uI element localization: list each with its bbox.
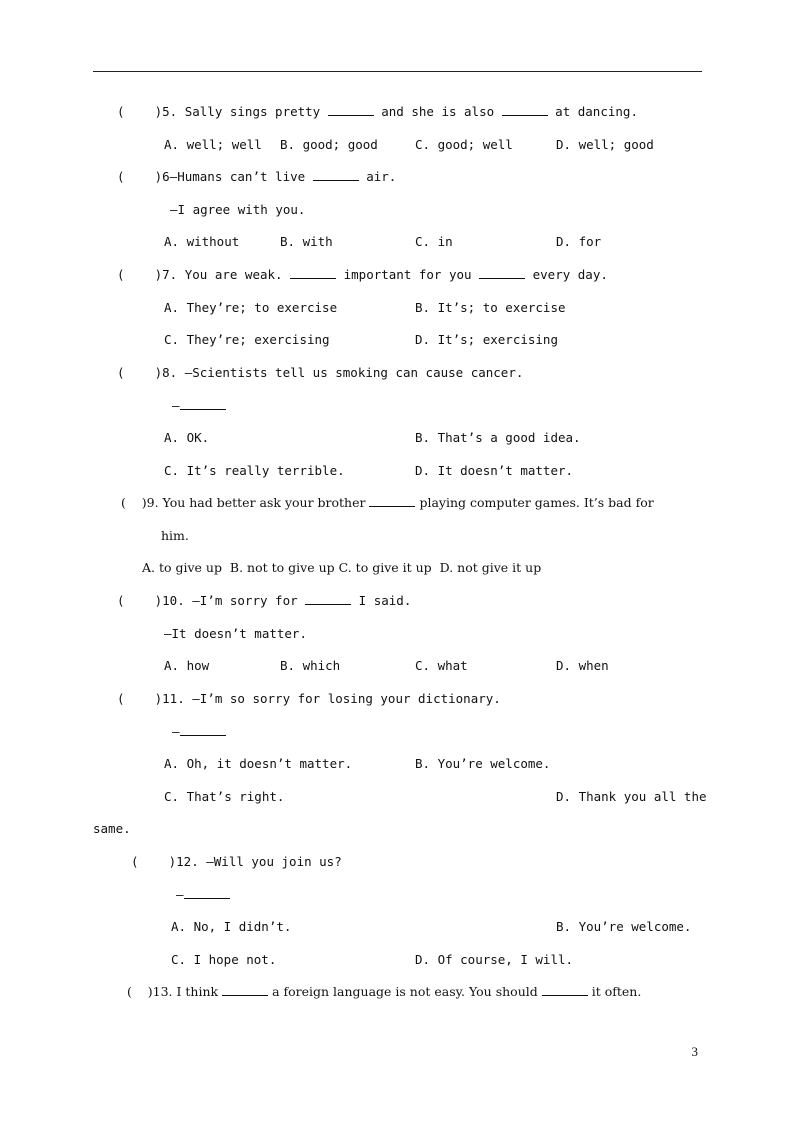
- question-7: [117, 267, 608, 283]
- question-8: ( )8. —Scientists tell us smoking can cause cancer.: [117, 365, 524, 380]
- q6-option-d: D. for: [556, 234, 602, 249]
- q13-stem-2: a foreign language is not easy. You should: [268, 984, 542, 999]
- q12-option-c: C. I hope not.: [171, 952, 277, 967]
- q6-reply: —I agree with you.: [170, 202, 306, 217]
- q11-reply: [172, 724, 226, 740]
- question-12: ( )12. —Will you join us?: [131, 854, 342, 869]
- q10-stem: ( )10. —I’m sorry for: [117, 593, 306, 608]
- q12-dash: —: [176, 887, 184, 902]
- q8-blank[interactable]: [180, 399, 226, 410]
- question-13: [127, 984, 641, 1000]
- q6-blank[interactable]: [313, 170, 359, 181]
- page-number: 3: [691, 1044, 698, 1059]
- q9-stem-2: playing computer games. It’s bad for: [415, 495, 654, 510]
- question-5: [117, 104, 638, 120]
- q5-option-b: B. good; good: [280, 137, 378, 152]
- q13-stem: ( )13. I think: [127, 984, 223, 999]
- question-6: [117, 169, 396, 185]
- q5-blank-1[interactable]: [328, 105, 374, 116]
- q11-option-d-continued: same.: [93, 821, 131, 836]
- q7-option-c: C. They’re; exercising: [164, 332, 330, 347]
- q7-stem-2: important for you: [336, 267, 480, 282]
- q8-reply: [172, 398, 226, 414]
- q5-blank-2[interactable]: [502, 105, 548, 116]
- q13-stem-3: it often.: [587, 984, 642, 999]
- q9-blank[interactable]: [369, 496, 415, 507]
- q5-option-a: A. well; well: [164, 137, 262, 152]
- q9-stem-continued: him.: [161, 528, 189, 543]
- q11-blank[interactable]: [180, 725, 226, 736]
- q7-blank-2[interactable]: [479, 268, 525, 279]
- q8-option-a: A. OK.: [164, 430, 210, 445]
- question-10: [117, 593, 411, 609]
- q9-stem: ( )9. You had better ask your brother: [121, 495, 370, 510]
- q12-option-d: D. Of course, I will.: [415, 952, 574, 967]
- question-11: ( )11. —I’m so sorry for losing your dictionary.: [117, 691, 501, 706]
- q10-option-a: A. how: [164, 658, 210, 673]
- q11-option-c: C. That’s right.: [164, 789, 285, 804]
- q9-options: A. to give up B. not to give up C. to give it up D. not give it up: [142, 560, 542, 575]
- q8-option-b: B. That’s a good idea.: [415, 430, 581, 445]
- q11-option-a: A. Oh, it doesn’t matter.: [164, 756, 353, 771]
- q10-option-c: C. what: [415, 658, 468, 673]
- q6-option-c: C. in: [415, 234, 453, 249]
- q6-stem-2: air.: [358, 169, 397, 184]
- q7-option-d: D. It’s; exercising: [415, 332, 558, 347]
- q12-blank[interactable]: [184, 888, 230, 899]
- q5-option-d: D. well; good: [556, 137, 654, 152]
- q5-stem-3: at dancing.: [547, 104, 638, 119]
- q10-stem-2: I said.: [351, 593, 412, 608]
- q8-option-c: C. It’s really terrible.: [164, 463, 345, 478]
- q5-option-c: C. good; well: [415, 137, 513, 152]
- q11-option-b: B. You’re welcome.: [415, 756, 551, 771]
- q6-option-a: A. without: [164, 234, 240, 249]
- q7-stem-3: every day.: [525, 267, 608, 282]
- q13-blank-1[interactable]: [222, 985, 268, 996]
- q12-reply: [176, 887, 230, 903]
- q10-blank[interactable]: [305, 594, 351, 605]
- q13-blank-2[interactable]: [542, 985, 588, 996]
- q6-option-b: B. with: [280, 234, 333, 249]
- q5-stem: ( )5. Sally sings pretty: [117, 104, 328, 119]
- q12-option-b: B. You’re welcome.: [556, 919, 692, 934]
- q8-option-d: D. It doesn’t matter.: [415, 463, 574, 478]
- q11-dash: —: [172, 724, 180, 739]
- q7-option-b: B. It’s; to exercise: [415, 300, 566, 315]
- q10-option-b: B. which: [280, 658, 341, 673]
- q7-stem: ( )7. You are weak.: [117, 267, 291, 282]
- header-rule: [93, 71, 702, 72]
- q12-option-a: A. No, I didn’t.: [171, 919, 292, 934]
- q8-dash: —: [172, 398, 180, 413]
- q6-stem: ( )6—Humans can’t live: [117, 169, 313, 184]
- q10-option-d: D. when: [556, 658, 609, 673]
- q7-blank-1[interactable]: [290, 268, 336, 279]
- question-9: [121, 495, 654, 511]
- q5-stem-2: and she is also: [373, 104, 502, 119]
- q7-option-a: A. They’re; to exercise: [164, 300, 338, 315]
- q10-reply: —It doesn’t matter.: [164, 626, 307, 641]
- q11-option-d: D. Thank you all the: [556, 789, 707, 804]
